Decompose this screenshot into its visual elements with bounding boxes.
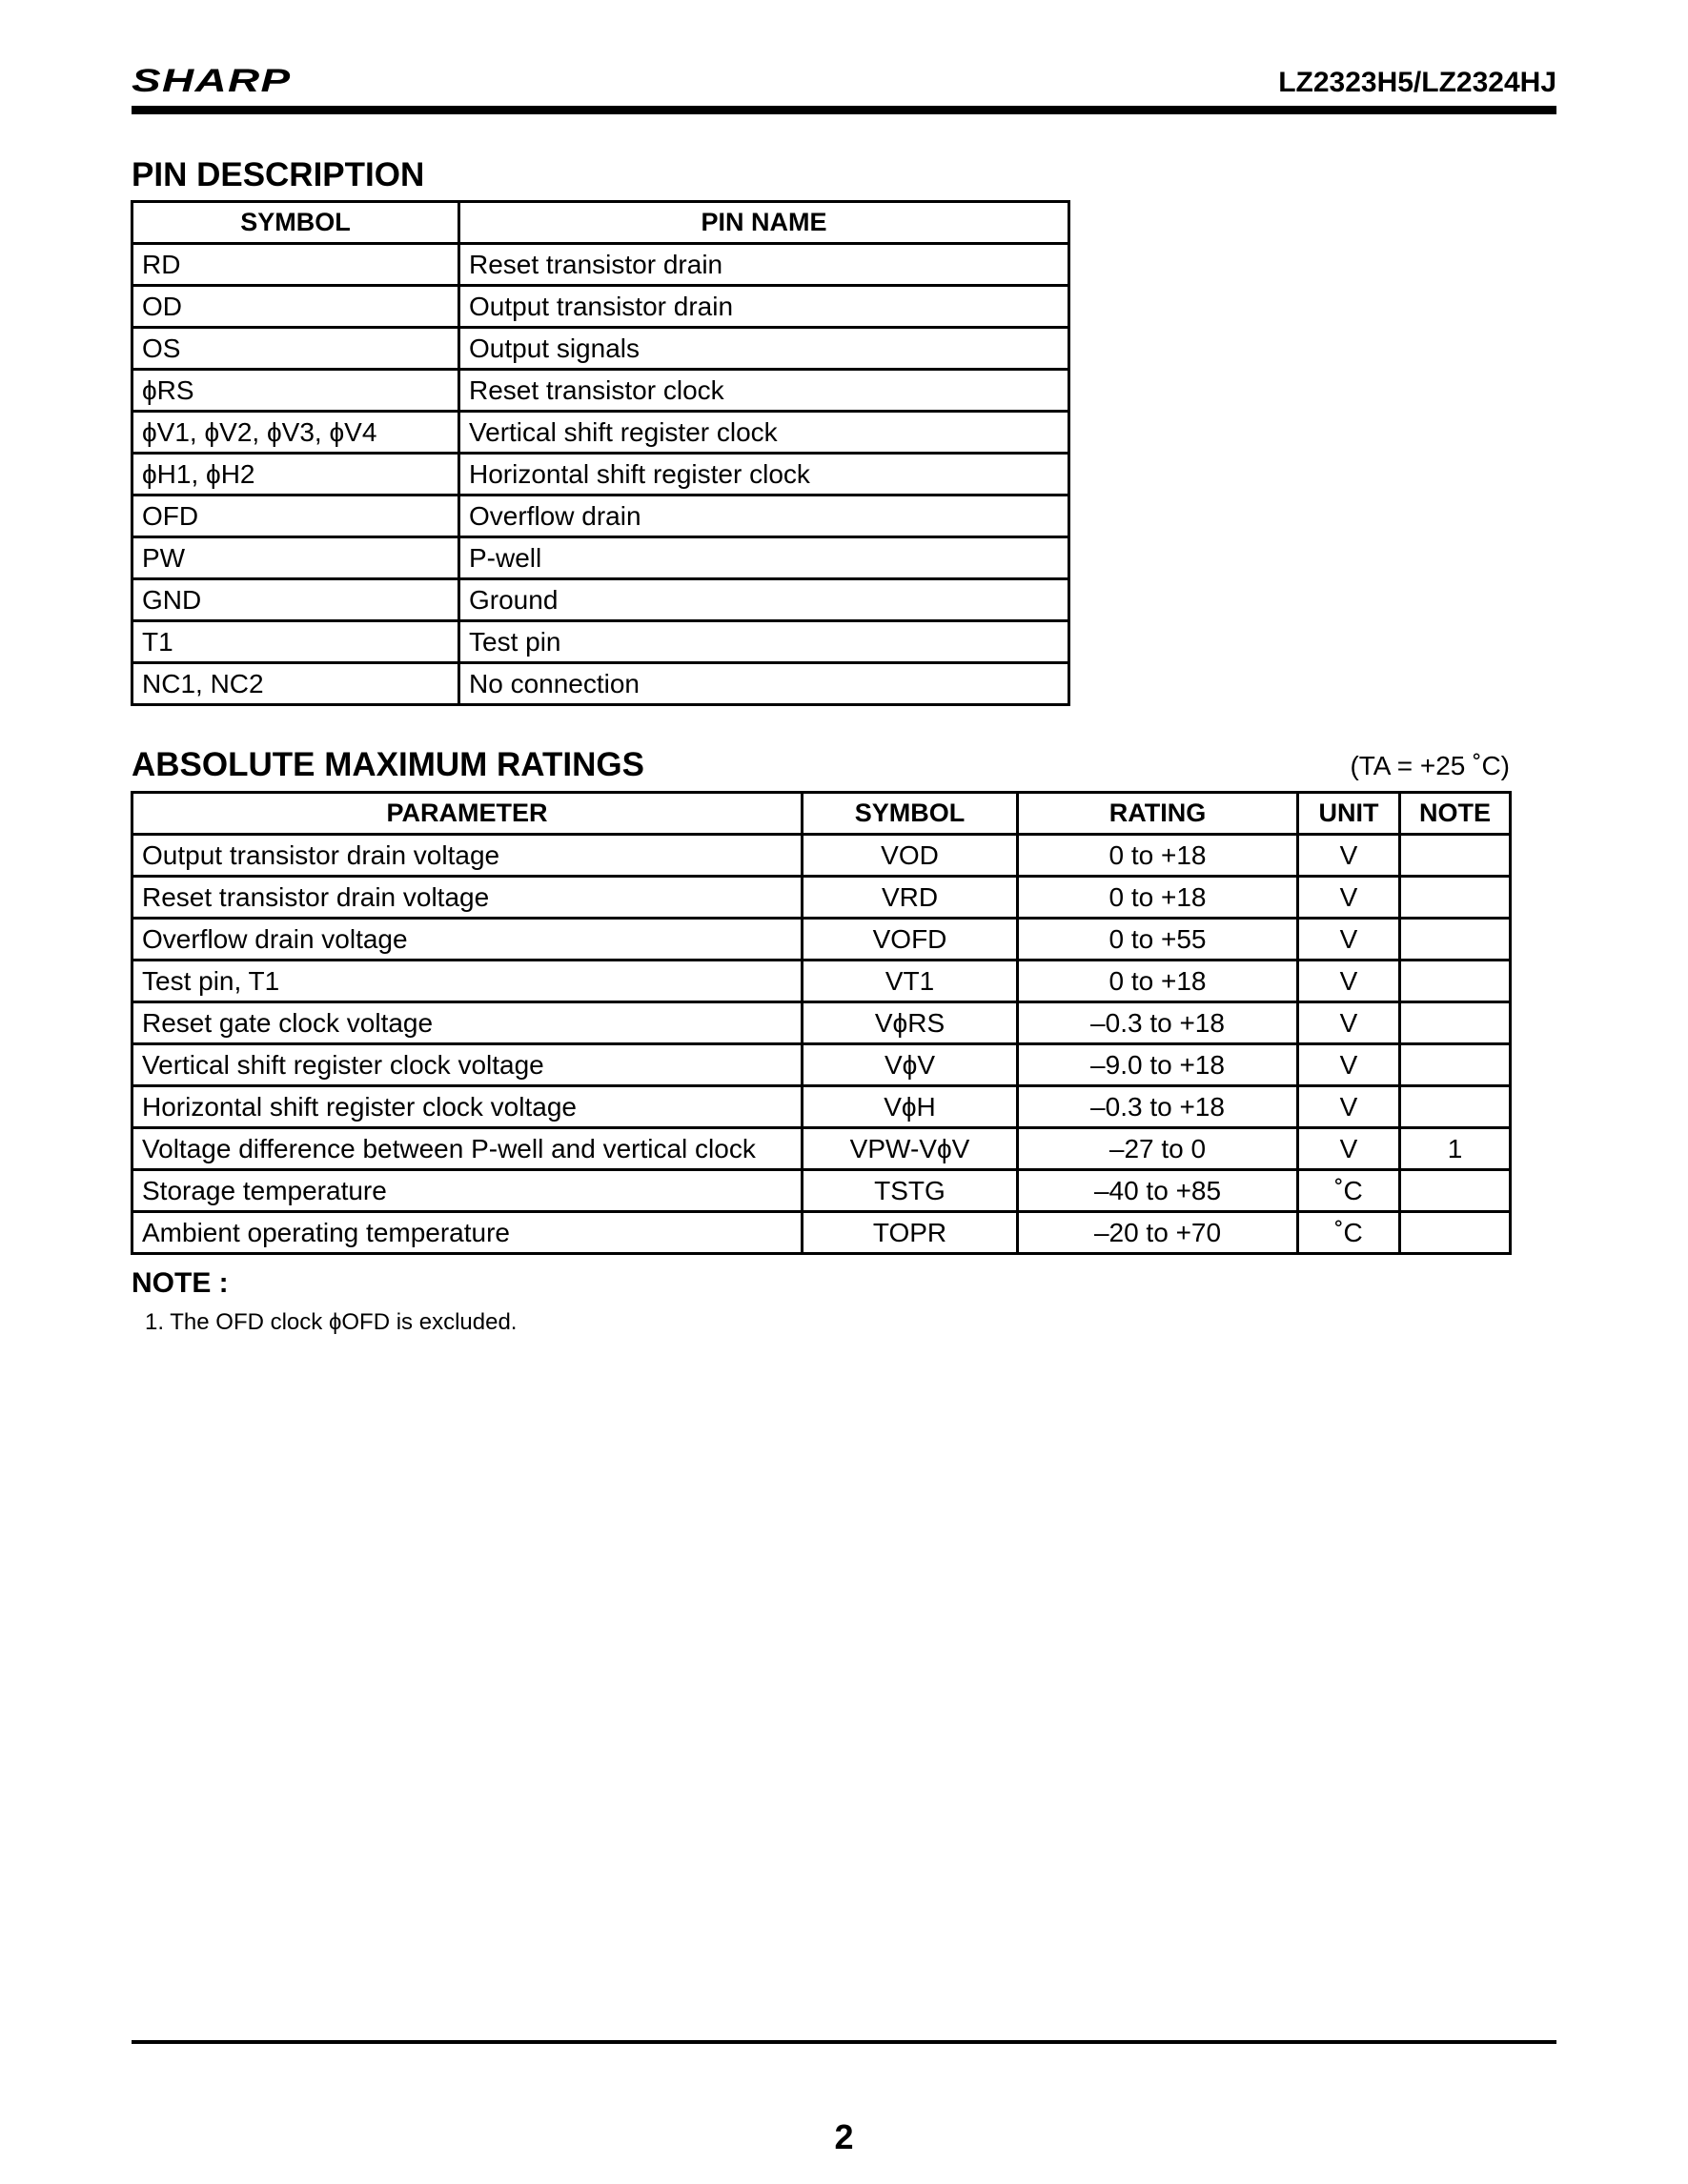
model-number: LZ2323H5/LZ2324HJ	[1278, 67, 1556, 98]
table-row	[132, 1128, 1511, 1170]
pin-symbol-cell: PW	[132, 537, 459, 579]
table-row	[132, 621, 1069, 663]
note-cell	[1400, 919, 1511, 961]
parameter-cell: Overflow drain voltage	[132, 919, 803, 961]
unit-cell: V	[1298, 1044, 1400, 1086]
table-row	[132, 1044, 1511, 1086]
column-header: SYMBOL	[132, 202, 459, 244]
rating-cell: 0 to +55	[1018, 919, 1298, 961]
rating-cell: 0 to +18	[1018, 877, 1298, 919]
pin-symbol-cell: OFD	[132, 495, 459, 537]
pin-symbol-cell: T1	[132, 621, 459, 663]
page-number: 2	[834, 2117, 854, 2156]
pin-name-cell: No connection	[459, 663, 1069, 705]
rating-cell: 0 to +18	[1018, 835, 1298, 877]
pin-name-cell: Test pin	[459, 621, 1069, 663]
ratings-condition: (TA = +25 ˚C)	[1350, 751, 1510, 780]
pin-name-cell: Output transistor drain	[459, 286, 1069, 328]
pin-name-cell: Horizontal shift register clock	[459, 454, 1069, 495]
note-cell	[1400, 1044, 1511, 1086]
table-row	[132, 1212, 1511, 1254]
unit-cell: V	[1298, 1128, 1400, 1170]
unit-cell: V	[1298, 1002, 1400, 1044]
pin-symbol-cell: ϕRS	[132, 370, 459, 412]
absolute-maximum-ratings-title: ABSOLUTE MAXIMUM RATINGS	[132, 746, 644, 783]
rating-cell: –40 to +85	[1018, 1170, 1298, 1212]
column-header: UNIT	[1298, 793, 1400, 835]
rating-cell: 0 to +18	[1018, 961, 1298, 1002]
table-row	[132, 961, 1511, 1002]
symbol-cell: TOPR	[803, 1212, 1018, 1254]
note-cell	[1400, 1086, 1511, 1128]
table-header-row	[132, 793, 1511, 835]
parameter-cell: Test pin, T1	[132, 961, 803, 1002]
parameter-cell: Voltage difference between P-well and vertical clock	[132, 1128, 803, 1170]
table-row	[132, 1170, 1511, 1212]
unit-cell: V	[1298, 919, 1400, 961]
parameter-cell: Reset transistor drain voltage	[132, 877, 803, 919]
pin-name-cell: Reset transistor drain	[459, 244, 1069, 286]
table-row	[132, 495, 1069, 537]
table-row	[132, 1002, 1511, 1044]
table-row	[132, 328, 1069, 370]
symbol-cell: VT1	[803, 961, 1018, 1002]
pin-name-cell: Ground	[459, 579, 1069, 621]
unit-cell: V	[1298, 1086, 1400, 1128]
unit-cell: V	[1298, 961, 1400, 1002]
pin-name-cell: Reset transistor clock	[459, 370, 1069, 412]
pin-symbol-cell: NC1, NC2	[132, 663, 459, 705]
symbol-cell: TSTG	[803, 1170, 1018, 1212]
table-row	[132, 454, 1069, 495]
sharp-logo: SHARP	[132, 63, 292, 99]
pin-description-title: PIN DESCRIPTION	[132, 156, 425, 193]
pin-description-table	[131, 200, 1070, 706]
symbol-cell: VϕV	[803, 1044, 1018, 1086]
note-cell	[1400, 961, 1511, 1002]
absolute-maximum-ratings-table	[131, 791, 1512, 1255]
table-row	[132, 835, 1511, 877]
table-row	[132, 663, 1069, 705]
note-cell	[1400, 1212, 1511, 1254]
unit-cell: V	[1298, 877, 1400, 919]
pin-name-cell: Overflow drain	[459, 495, 1069, 537]
rating-cell: –20 to +70	[1018, 1212, 1298, 1254]
symbol-cell: VϕH	[803, 1086, 1018, 1128]
pin-symbol-cell: OS	[132, 328, 459, 370]
note-item: 1. The OFD clock ϕOFD is excluded.	[145, 1309, 518, 1335]
note-title: NOTE :	[132, 1267, 229, 1299]
pin-symbol-cell: RD	[132, 244, 459, 286]
pin-symbol-cell: OD	[132, 286, 459, 328]
column-header: RATING	[1018, 793, 1298, 835]
note-cell	[1400, 835, 1511, 877]
parameter-cell: Ambient operating temperature	[132, 1212, 803, 1254]
table-row	[132, 537, 1069, 579]
note-cell	[1400, 877, 1511, 919]
column-header: NOTE	[1400, 793, 1511, 835]
symbol-cell: VOFD	[803, 919, 1018, 961]
table-row	[132, 1086, 1511, 1128]
table-row	[132, 877, 1511, 919]
pin-name-cell: Vertical shift register clock	[459, 412, 1069, 454]
table-row	[132, 286, 1069, 328]
symbol-cell: VOD	[803, 835, 1018, 877]
symbol-cell: VRD	[803, 877, 1018, 919]
column-header: SYMBOL	[803, 793, 1018, 835]
symbol-cell: VϕRS	[803, 1002, 1018, 1044]
note-cell	[1400, 1002, 1511, 1044]
note-cell: 1	[1400, 1128, 1511, 1170]
header-rule	[132, 106, 1556, 114]
rating-cell: –0.3 to +18	[1018, 1002, 1298, 1044]
table-row	[132, 412, 1069, 454]
pin-symbol-cell: ϕH1, ϕH2	[132, 454, 459, 495]
parameter-cell: Storage temperature	[132, 1170, 803, 1212]
pin-name-cell: Output signals	[459, 328, 1069, 370]
rating-cell: –27 to 0	[1018, 1128, 1298, 1170]
column-header: PARAMETER	[132, 793, 803, 835]
table-row	[132, 919, 1511, 961]
pin-symbol-cell: ϕV1, ϕV2, ϕV3, ϕV4	[132, 412, 459, 454]
parameter-cell: Output transistor drain voltage	[132, 835, 803, 877]
footer-rule	[132, 2040, 1556, 2044]
parameter-cell: Horizontal shift register clock voltage	[132, 1086, 803, 1128]
rating-cell: –9.0 to +18	[1018, 1044, 1298, 1086]
pin-name-cell: P-well	[459, 537, 1069, 579]
pin-symbol-cell: GND	[132, 579, 459, 621]
unit-cell: V	[1298, 835, 1400, 877]
unit-cell: ˚C	[1298, 1170, 1400, 1212]
table-row	[132, 579, 1069, 621]
note-cell	[1400, 1170, 1511, 1212]
parameter-cell: Vertical shift register clock voltage	[132, 1044, 803, 1086]
parameter-cell: Reset gate clock voltage	[132, 1002, 803, 1044]
table-header-row	[132, 202, 1069, 244]
column-header: PIN NAME	[459, 202, 1069, 244]
symbol-cell: VPW-VϕV	[803, 1128, 1018, 1170]
table-row	[132, 244, 1069, 286]
unit-cell: ˚C	[1298, 1212, 1400, 1254]
table-row	[132, 370, 1069, 412]
rating-cell: –0.3 to +18	[1018, 1086, 1298, 1128]
